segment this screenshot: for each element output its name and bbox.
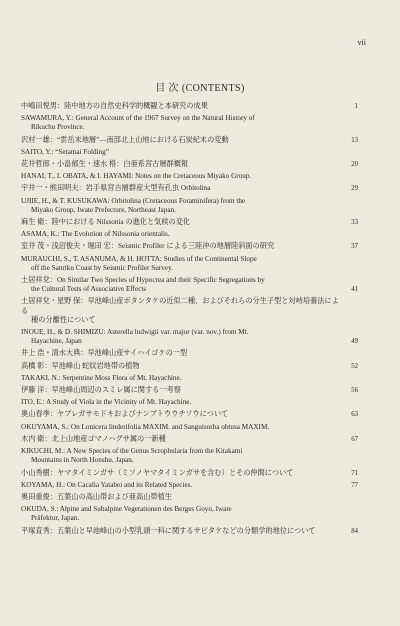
- toc-entry: [21, 398, 358, 407]
- toc-entry-page: 20: [351, 161, 358, 169]
- toc-entry-title: 木内 衛：北上山地産ゴマノハグサ属の一新種: [21, 434, 166, 443]
- toc-entry-page: 37: [351, 243, 358, 251]
- toc-entry: [21, 505, 358, 523]
- page-number: vii: [357, 38, 366, 47]
- toc-entry-title: OKUYAMA, S.: On Lonicera linderifolia MAXIM. and Sanguisorba obtusa MAXIM.: [21, 422, 270, 431]
- toc-entry: [21, 435, 358, 444]
- toc-entry-title: 宇井一・熊田明夫：岩手県宮古層群産大型有孔虫 Orbitolina: [21, 184, 211, 193]
- toc-entry: [21, 148, 358, 157]
- toc-entry-title: KOYAMA, H.: On Cacalia Yatabei and its Related Species.: [21, 480, 193, 489]
- toc-entry-title: 麻生 衛：陸中における Nilssonia の進化と気候の変化: [21, 218, 191, 227]
- toc-entry: [21, 172, 358, 181]
- toc-entry-title: 小山秀樹：ヤマタイミンガサ（ミソノヤマタイミンガサを含む）とその仲間について: [21, 468, 294, 477]
- toc-entry: [21, 328, 358, 346]
- toc-entry-title: Rikuchu Province.: [31, 123, 85, 132]
- table-of-contents: [21, 102, 358, 539]
- toc-entry-title: 奥山春季：ヤブレガサモドキおよびナンブトウウチソウについて: [21, 410, 229, 419]
- toc-entry-title: ITO, E.: A Study of Viola in the Vicinity of Mt. Hayachine.: [21, 398, 192, 407]
- toc-entry-title: 室井 茂・浅沼俊夫・堀田 宏：Seismic Profiler による三陸沖の地層陸斜面の研究: [21, 242, 275, 251]
- toc-entry-title: SAWAMURA, Y.: General Account of the 1967 Survey on the Natural History of: [21, 114, 255, 123]
- toc-entry: [21, 447, 358, 465]
- toc-entry: [21, 197, 358, 215]
- toc-entry-title: Mountains in North Honshu, Japan.: [31, 456, 134, 465]
- toc-entry-title: TAKAKI, N.: Serpentine Moss Flora of Mt. Hayachine.: [21, 373, 182, 382]
- toc-entry: [21, 469, 358, 478]
- toc-entry-title: 奥田重俊：五葉山の高山帯および亜高山帯植生: [21, 492, 172, 501]
- toc-entry: [21, 349, 358, 358]
- toc-entry-title: OKUDA, S.: Alpine and Subalpine Vegetationen des Berges Goyo, Iwate: [21, 505, 232, 514]
- toc-entry: [21, 255, 358, 273]
- toc-entry-page: 56: [351, 387, 358, 395]
- toc-entry-title: 井上 浩・清水大典：早池峰山産サイハイゴケの一型: [21, 349, 188, 358]
- toc-entry-title: MURAUCHI, S., T. ASANUMA, & H. HOTTA: Studies of the Continental Slope: [21, 254, 257, 263]
- toc-entry-title: 伊藤 洋：早池峰山周辺のスミレ属に関する一考察: [21, 386, 181, 395]
- toc-entry: [21, 297, 358, 325]
- toc-entry-page: 1: [354, 103, 358, 110]
- toc-entry-title: the Cultural Tests of Associative Effects: [31, 285, 147, 294]
- toc-entry-title: off the Sanriku Coast by Seismic Profiler Survey.: [31, 263, 173, 272]
- toc-entry-page: 29: [351, 185, 358, 193]
- toc-entry-title: UJIIE, H., & T. KUSUKAWA: Orbitolina (Cretaceous Foraminifera) from the: [21, 196, 246, 205]
- toc-entry-title: HANAI, T., I. OBATA, & I. HAYAMI: Notes on the Cretaceous Miyako Group.: [21, 172, 252, 181]
- toc-entry-title: ASAMA, K.: The Evolution of Nilssonia orientalis.: [21, 230, 170, 239]
- toc-entry-title: INOUE, H., & D. SHIMIZU: Asterella ludwigii var. major (var. nov.) from Mt.: [21, 328, 249, 337]
- toc-entry: [21, 242, 358, 251]
- toc-entry: [21, 374, 358, 383]
- toc-entry: [21, 362, 358, 371]
- toc-entry: [21, 276, 358, 294]
- toc-entry: [21, 160, 358, 169]
- toc-entry-title: 中嶋田悦男：陸中地方の自然史科学的概観と本研究の成果: [21, 102, 208, 110]
- toc-entry: [21, 218, 358, 227]
- toc-entry-title: Miyako Group, Iwate Prefecture, Northeast Japan.: [31, 205, 176, 214]
- toc-entry: [21, 114, 358, 132]
- toc-entry-page: 52: [351, 362, 358, 370]
- toc-entry-title: SAITO, Y.: “Setamai Folding”: [21, 147, 109, 156]
- toc-entry-page: 13: [351, 136, 358, 144]
- toc-entry-page: 63: [351, 411, 358, 419]
- toc-entry: [21, 102, 358, 111]
- toc-entry-page: 49: [351, 338, 358, 346]
- toc-entry-title: 花井哲郎・小畠郁生・速水 格：白亜系宮古層群概報: [21, 160, 189, 169]
- toc-entry-page: 33: [351, 219, 358, 227]
- toc-entry-page: 71: [351, 469, 358, 477]
- toc-entry: [21, 136, 358, 145]
- toc-entry-page: 41: [351, 286, 358, 294]
- toc-entry: [21, 410, 358, 419]
- toc-entry-title: KIKUCHI, M.: A New Species of the Genus Scrophularia from the Kitakami: [21, 447, 243, 456]
- toc-entry-page: 84: [351, 527, 358, 535]
- toc-entry-page: 77: [351, 481, 358, 489]
- toc-entry-title: 高橋 彰：早池峰山 蛇紋岩地帯の植物: [21, 361, 140, 370]
- toc-entry-page: 67: [351, 435, 358, 443]
- toc-entry: [21, 423, 358, 432]
- toc-entry: [21, 527, 358, 536]
- toc-entry: [21, 230, 358, 239]
- toc-entry-title: Präfektur, Japan.: [31, 514, 80, 523]
- toc-entry-title: 種の分離性について: [31, 315, 96, 324]
- contents-heading: 目 次 (CONTENTS): [155, 83, 245, 94]
- toc-entry-title: Hayachine, Japan: [31, 337, 82, 346]
- toc-entry: [21, 481, 358, 490]
- toc-entry-title: 平塚直秀：五葉山と早池峰山の小型乳頭一科に関するサビタケなどの分類学的地位について: [21, 526, 316, 535]
- toc-entry: [21, 386, 358, 395]
- toc-entry: [21, 184, 358, 193]
- toc-entry: [21, 493, 358, 502]
- toc-entry-title: 土居祥兌：On Similar Two Species of Hypocrea and their Specific Segregations by: [21, 276, 265, 285]
- toc-entry-title: 土居祥兌・星野 保：早池峰山産ボタンタケの近似二種、およびそれらの分生子型と対峙培養法による: [21, 297, 339, 315]
- toc-entry-title: 沢村一雄：“雲岳末地層”—南部北上山地における石炭紀末の変動: [21, 135, 229, 144]
